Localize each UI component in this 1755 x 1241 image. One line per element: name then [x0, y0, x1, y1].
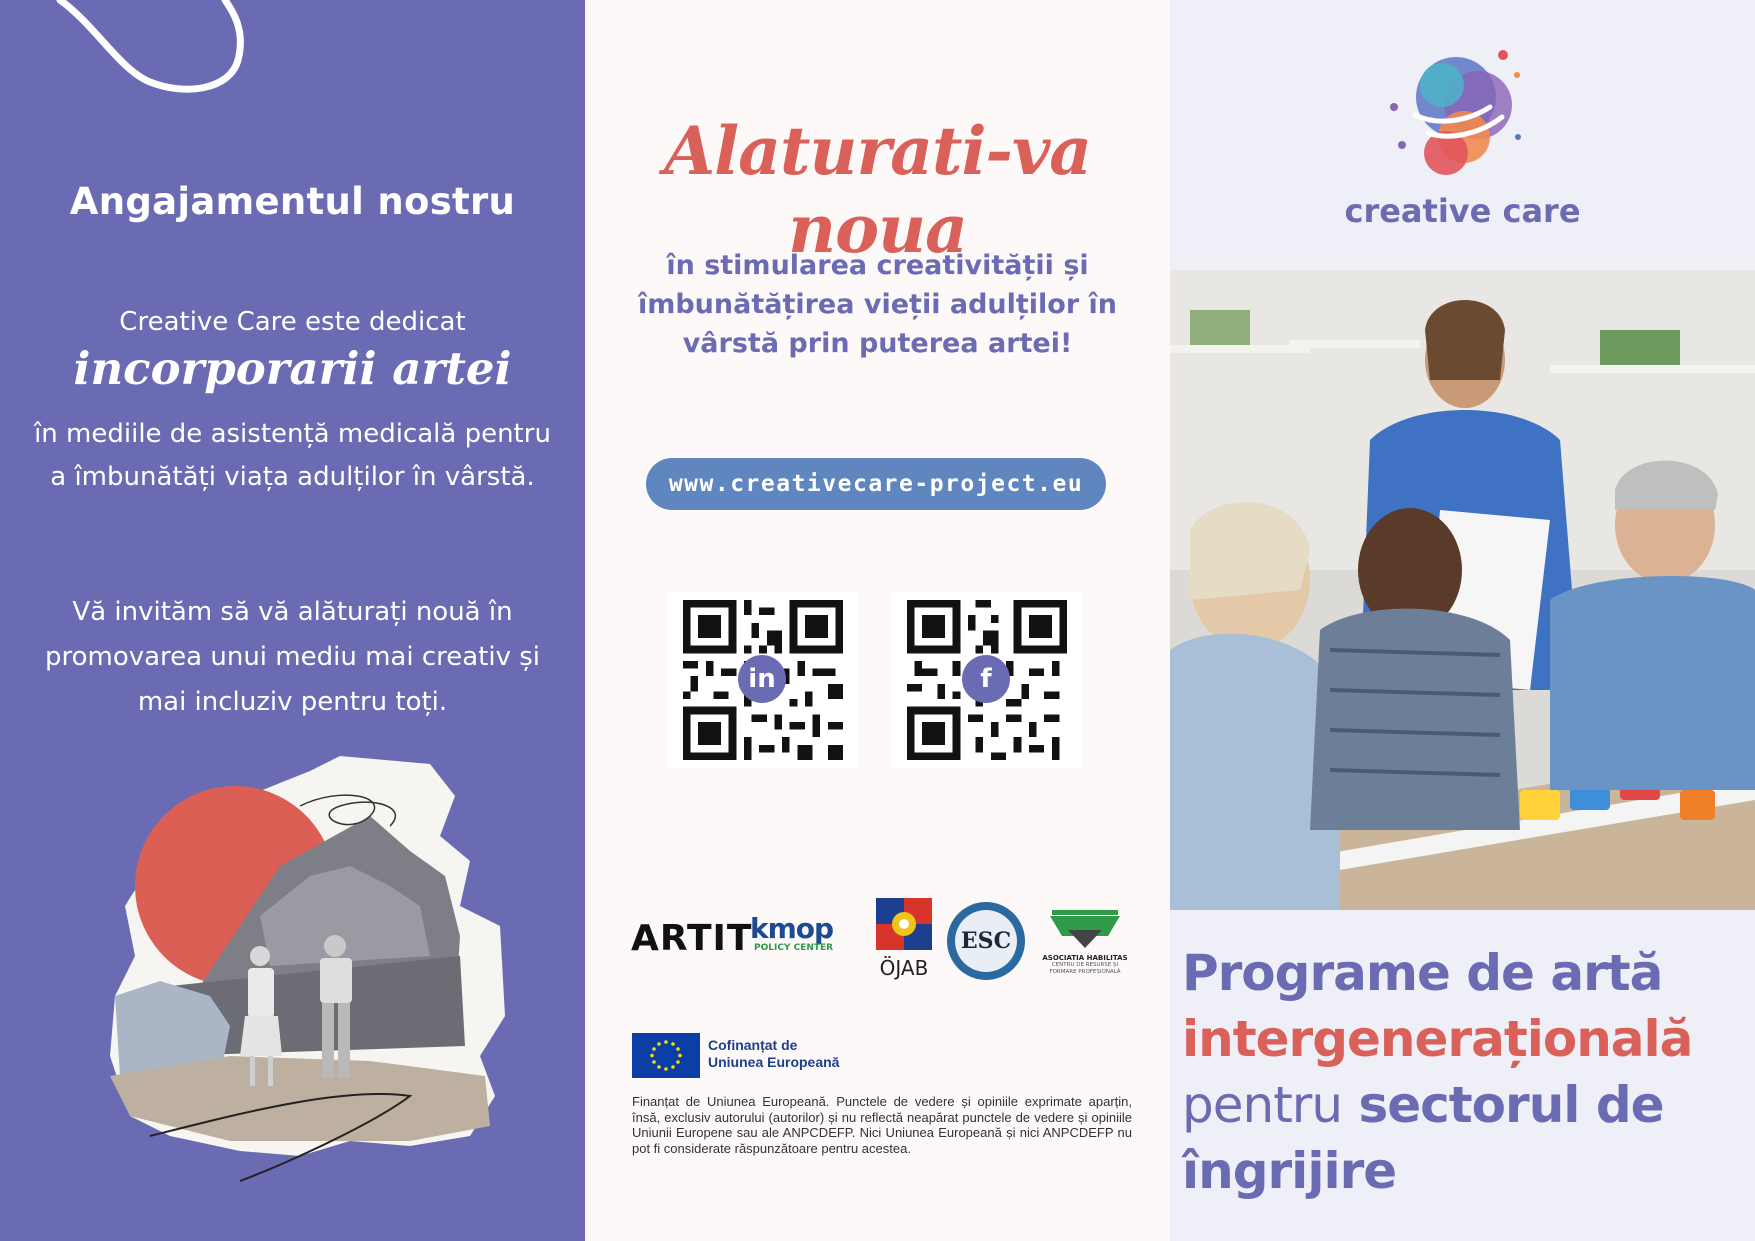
eu-flag-icon	[632, 1033, 700, 1078]
join-us-title: Alaturati-va noua	[663, 112, 1092, 268]
headline-line-3b: sectorul de	[1358, 1076, 1664, 1134]
habilitas-wordmark: ASOCIATIA HABILITAS	[1042, 954, 1128, 962]
eu-label-line1: Cofinanțat de	[708, 1037, 798, 1053]
decorative-swirl	[0, 0, 260, 100]
program-headline	[1182, 940, 1752, 1204]
headline-line-1: Programe de artă	[1182, 944, 1663, 1002]
commitment-body: în mediile de asistență medicală pentru a îmbunătăți viața adulților în vârstă.	[34, 419, 551, 492]
ojab-logo	[874, 898, 934, 980]
elderly-couple-collage	[110, 756, 510, 1186]
website-link[interactable]: www.creativecare-project.eu	[646, 458, 1106, 510]
creative-care-logo-icon	[1390, 45, 1530, 185]
linkedin-qr-code[interactable]	[668, 592, 858, 768]
habilitas-emblem-icon	[1040, 908, 1130, 950]
habilitas-subtitle: CENTRU DE RESURSE ȘI FORMARE PROFESIONALĂ	[1049, 962, 1121, 975]
esc-wordmark: ESC	[955, 910, 1017, 972]
right-panel	[1170, 0, 1755, 1241]
kmop-logo	[750, 912, 833, 953]
kmop-wordmark: kmop	[750, 912, 834, 945]
partner-logos	[585, 898, 1170, 978]
headline-line-4: îngrijire	[1182, 1142, 1397, 1200]
commitment-emphasis: incorporarii artei	[73, 342, 512, 395]
facebook-qr-code[interactable]	[892, 592, 1082, 768]
facebook-icon: f	[962, 655, 1010, 703]
brand-name: creative care	[1344, 192, 1581, 230]
invitation-text: Vă invităm să vă alăturați nouă în promovarea unui mediu mai creativ și mai incluziv pentru toți.	[44, 597, 541, 717]
headline-line-2: intergenerațională	[1182, 1010, 1693, 1068]
commitment-intro: Creative Care este dedicat	[119, 307, 466, 337]
funding-disclaimer: Finanțat de Uniunea Europeană. Punctele de vedere și opiniile exprimate aparțin, însă, exclusiv autorului (autorilor) și nu reflectă neapărat punctele de vedere și opiniile Uniunii Europene sau ale ANPCDEFP. Nici Uniunea Europeană și nici ANPCDEFP nu pot fi considerate răspunzătoare pentru acestea.	[632, 1094, 1132, 1156]
middle-panel	[585, 0, 1170, 1241]
join-us-subtitle: în stimularea creativității și îmbunătățirea vieții adulților în vârstă prin puterea artei!	[637, 250, 1118, 359]
esc-logo	[947, 902, 1025, 980]
artit-logo: ARTIT	[631, 918, 753, 959]
habilitas-logo	[1040, 908, 1130, 976]
art-class-photo	[1170, 270, 1755, 910]
ojab-wordmark: ÖJAB	[879, 956, 929, 980]
headline-line-3a: pentru	[1182, 1076, 1343, 1134]
eu-label-line2: Uniunea Europeană	[708, 1054, 840, 1070]
kmop-subtitle: POLICY CENTER	[754, 943, 834, 953]
ojab-emblem-icon	[876, 898, 932, 950]
left-panel	[0, 0, 585, 1241]
linkedin-icon: in	[738, 655, 786, 703]
commitment-heading: Angajamentul nostru	[69, 180, 516, 223]
